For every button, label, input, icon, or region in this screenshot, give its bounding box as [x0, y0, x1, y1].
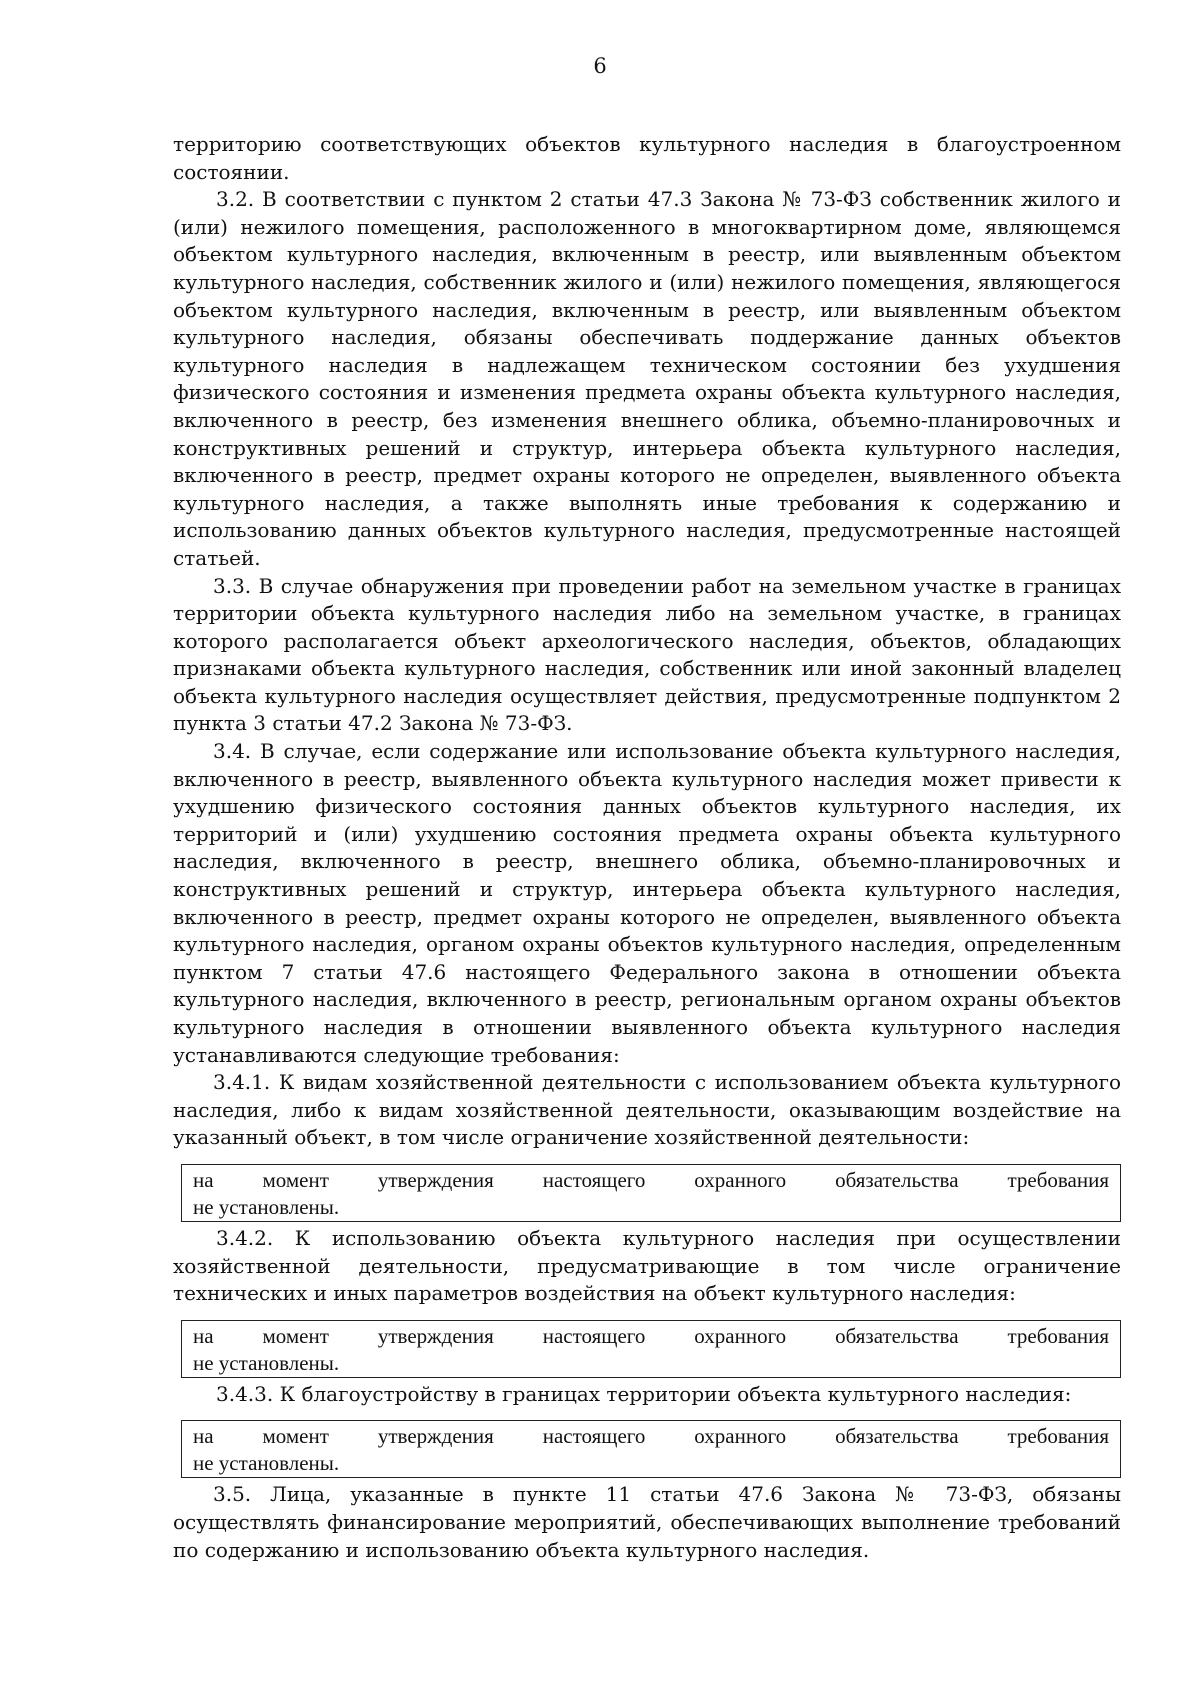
- requirement-box-text: не установлены.: [193, 1451, 340, 1476]
- requirement-box-text: на момент утверждения настоящего охранного обязательства требования: [193, 1167, 1109, 1192]
- requirement-box-3-4-2: [181, 1320, 1121, 1378]
- requirement-box-text: на момент утверждения настоящего охранного обязательства требования: [193, 1323, 1109, 1348]
- requirement-box-3-4-3: [181, 1420, 1121, 1478]
- paragraph-3-4-3: 3.4.3. К благоустройству в границах территории объекта культурного наследия:: [216, 1381, 1072, 1406]
- paragraph-3-4-2: 3.4.2. К использованию объекта культурного наследия при осуществлении хозяйственной деятельности, предусматривающие в том числе ограничение технических и иных параметров воздействия на объект культурного наследия:: [173, 1225, 1121, 1306]
- requirement-box-text: не установлены.: [193, 1194, 340, 1219]
- paragraph-3-5: 3.5. Лица, указанные в пункте 11 статьи 47.6 Закона № 73-ФЗ, обязаны осуществлять финансирование мероприятий, обеспечивающих выполнение требований по содержанию и использованию объекта культурного наследия.: [173, 1482, 1121, 1562]
- paragraph-3-3: 3.3. В случае обнаружения при проведении работ на земельном участке в границах территории объекта культурного наследия либо на земельном участке, в границах которого располагается объект археологического наследия, объектов, обладающих признаками объекта культурного наследия, собственник или иной законный владелец объекта культурного наследия осуществляет действия, предусмотренные подпунктом 2 пункта 3 статьи 47.2 Закона № 73-ФЗ.: [173, 573, 1121, 736]
- requirement-box-3-4-1: [181, 1164, 1121, 1222]
- paragraph-3-2: 3.2. В соответствии с пунктом 2 статьи 47.3 Закона № 73-ФЗ собственник жилого и (или) нежилого помещения, расположенного в многоквартирном доме, являющемся объектом культурного наследия, включенным в реестр, или выявленным объектом культурного наследия, собственник жилого и (или) нежилого помещения, являющегося объектом культурного наследия, включенным в реестр, или выявленным объектом культурного наследия, обязаны обеспечивать поддержание данных объектов культурного наследия в надлежащем техническом состоянии без ухудшения физического состояния и изменения предмета охраны объекта культурного наследия, включенного в реестр, без изменения внешнего облика, объемно-планировочных и конструктивных решений и структур, интерьера объекта культурного наследия, включенного в реестр, предмет охраны которого не определен, выявленного объекта культурного наследия, а также выполнять иные требования к содержанию и использованию данных объектов культурного наследия, предусмотренные настоящей статьей.: [173, 187, 1121, 570]
- page-number: 6: [593, 54, 607, 78]
- requirement-box-text: на момент утверждения настоящего охранного обязательства требования: [193, 1424, 1109, 1449]
- document-body: [173, 131, 1121, 1564]
- paragraph-3-4-1: 3.4.1. К видам хозяйственной деятельности с использованием объекта культурного наследия, либо к видам хозяйственной деятельности, оказывающим воздействие на указанный объект, в том числе ограничение хозяйственной деятельности:: [173, 1070, 1121, 1150]
- paragraph-3-4: 3.4. В случае, если содержание или использование объекта культурного наследия, включенного в реестр, выявленного объекта культурного наследия может привести к ухудшению физического состояния данных объектов культурного наследия, их территорий и (или) ухудшению состояния предмета охраны объекта культурного наследия, включенного в реестр, внешнего облика, объемно-планировочных и конструктивных решений и структур, интерьера объекта культурного наследия, включенного в реестр, предмет охраны которого не определен, выявленного объекта культурного наследия, органом охраны объектов культурного наследия, определенным пунктом 7 статьи 47.6 настоящего Федерального закона в отношении объекта культурного наследия, включенного в реестр, региональным органом охраны объектов культурного наследия в отношении выявленного объекта культурного наследия устанавливаются следующие требования:: [173, 739, 1121, 1067]
- paragraph-intro-continuation: территорию соответствующих объектов культурного наследия в благоустроенном состоянии.: [173, 132, 1121, 184]
- requirement-box-text: не установлены.: [193, 1350, 340, 1375]
